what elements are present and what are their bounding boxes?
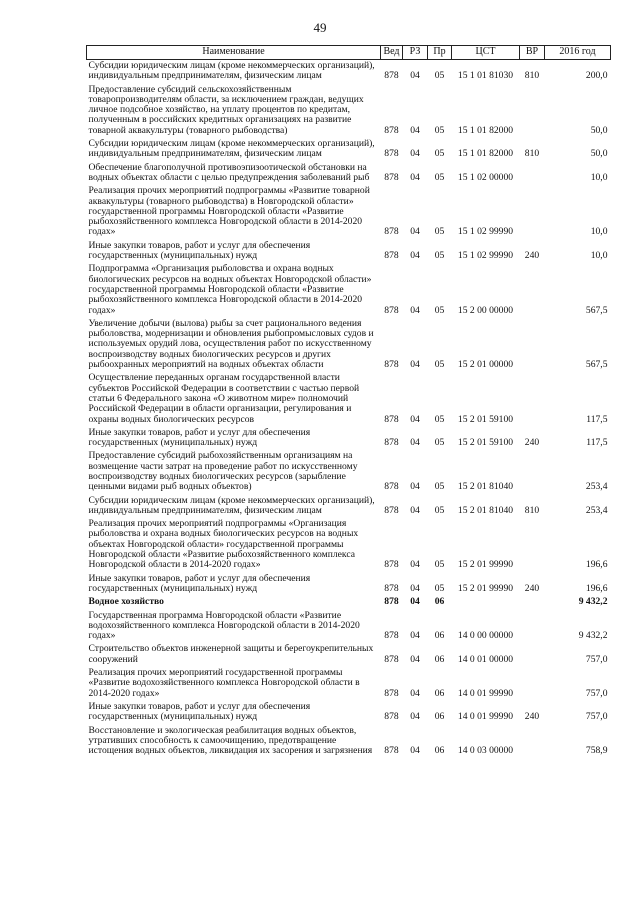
cell-pr: 06 [434,653,445,665]
cell-sum: 567,5 [585,359,608,371]
cell-pr: 05 [434,124,445,136]
table-row [87,596,611,609]
cell-vr [520,185,545,239]
cell-sum: 757,0 [585,653,608,665]
cell-rz: 04 [410,413,420,425]
table-row [87,610,611,644]
header-vr: ВР [520,46,545,60]
table-body [87,60,611,759]
cell-pr: 06 [434,745,445,757]
cell-sum: 9 432,2 [578,630,608,642]
table-row [87,185,611,239]
cell-rz: 04 [410,171,420,183]
cell-cst: 15 2 01 59100 [457,413,514,425]
cell-vr: 810 [524,504,540,516]
cell-name: Реализация прочих мероприятий государственной программы «Развитие водохозяйственного комплекса Новгородской области в 2014-2020 годах» [88,667,360,699]
cell-cst: 14 0 01 00000 [457,653,514,665]
cell-sum: 253,4 [585,481,608,493]
cell-rz: 04 [410,70,420,82]
cell-rz: 04 [410,226,420,238]
cell-ved: 878 [384,413,399,425]
cell-vr [520,610,545,644]
cell-rz: 04 [410,504,420,516]
cell-pr: 05 [434,559,445,571]
cell-cst: 15 2 01 99990 [457,559,514,571]
cell-name: Водное хозяйство [88,596,164,608]
cell-rz: 04 [410,124,420,136]
cell-pr: 05 [434,413,445,425]
cell-cst: 15 1 02 00000 [457,171,514,183]
cell-ved: 878 [384,171,399,183]
cell-ved: 878 [384,711,399,723]
cell-cst: 15 1 01 81030 [457,70,514,82]
cell-sum: 117,5 [586,437,608,449]
cell-rz: 04 [410,745,420,757]
cell-rz: 04 [410,711,420,723]
cell-sum: 117,5 [586,413,608,425]
cell-cst: 15 2 01 81040 [457,481,514,493]
cell-pr: 05 [434,582,445,594]
cell-ved: 878 [384,304,399,316]
table-row [87,518,611,572]
cell-pr: 05 [434,171,445,183]
cell-vr: 810 [524,148,540,160]
cell-sum: 757,0 [585,687,608,699]
cell-ved: 878 [384,124,399,136]
cell-vr [520,84,545,138]
cell-vr [520,263,545,317]
cell-ved: 878 [384,630,399,642]
cell-ved: 878 [384,559,399,571]
table-row [87,450,611,494]
cell-cst: 14 0 01 99990 [457,687,514,699]
cell-rz: 04 [410,596,420,608]
cell-sum: 757,0 [585,711,608,723]
header-cst: ЦСТ [452,46,520,60]
cell-pr: 05 [434,148,445,160]
cell-pr: 05 [434,481,445,493]
table-row [87,701,611,725]
cell-name: Государственная программа Новгородской области «Развитие водохозяйственного комплекса Новгородской области в 2014-2020 годах» [88,609,360,642]
table-row [87,495,611,519]
cell-pr: 05 [434,304,445,316]
cell-sum: 253,4 [585,504,608,516]
cell-cst: 15 2 01 59100 [457,437,514,449]
cell-pr: 06 [434,687,445,699]
budget-table [86,45,611,758]
cell-vr: 810 [524,70,540,82]
table-row [87,643,611,667]
cell-cst: 14 0 00 00000 [457,630,514,642]
cell-vr [520,596,545,609]
table-row [87,84,611,138]
cell-sum: 10,0 [590,171,608,183]
cell-pr: 05 [434,226,445,238]
cell-rz: 04 [410,148,420,160]
table-row [87,573,611,597]
cell-cst: 15 1 02 99990 [457,226,514,238]
cell-vr: 240 [524,250,540,262]
cell-ved: 878 [384,687,399,699]
cell-ved: 878 [384,481,399,493]
cell-ved: 878 [384,437,399,449]
cell-cst: 14 0 03 00000 [457,745,514,757]
cell-vr: 240 [524,711,540,723]
table-row [87,725,611,759]
cell-ved: 878 [384,596,399,608]
cell-name: Увеличение добычи (вылова) рыбы за счет рационального ведения рыболовства, модернизации и обновления рыбопромысловых судов и используемых орудий лова, осуществления работ по искусственному воспроизводству водных биологических ресурсов и других рыбоохранных мероприятий на водных объектах области [88,317,374,371]
cell-cst: 15 2 01 99990 [457,582,514,594]
table-row [87,372,611,426]
cell-sum: 567,5 [585,304,608,316]
table-row [87,138,611,162]
cell-vr [520,162,545,186]
header-rz: РЗ [403,46,428,60]
cell-vr [520,450,545,494]
cell-cst: 15 1 01 82000 [457,124,514,136]
cell-vr [520,725,545,759]
cell-ved: 878 [384,70,399,82]
cell-vr [520,318,545,372]
cell-rz: 04 [410,437,420,449]
cell-ved: 878 [384,226,399,238]
cell-name: Предоставление субсидий рыбохозяйственным организациям на возмещение части затрат на проведение работ по искусственному воспроизводству водных биологических ресурсов (зарыбление ценными видами рыб водных объектов) [88,450,358,493]
cell-vr [520,372,545,426]
cell-name: Предоставление субсидий сельскохозяйственным товаропроизводителям области, за исключением граждан, ведущих личное подсобное хозяйство, на уплату процентов по кредитам, полученным в российских кредитных организациях на развитие товарной аквакультуры (товарного рыбоводства) [88,83,364,136]
cell-name: Иные закупки товаров, работ и услуг для обеспечения государственных (муниципальных) нужд [88,426,311,449]
header-ved: Вед [381,46,403,60]
cell-sum: 196,6 [585,582,608,594]
cell-rz: 04 [410,582,420,594]
cell-pr: 06 [434,630,445,642]
cell-rz: 04 [410,481,420,493]
cell-name: Осуществление переданных органам государственной власти субъектов Российской Федерации в соответствии с частью первой статьи 6 Федерального закона «О животном мире» полномочий Российской Федерации в области организации, регулирования и охраны водных биологических ресурсов [88,372,360,425]
cell-rz: 04 [410,653,420,665]
cell-sum: 10,0 [590,226,608,238]
cell-name: Обеспечение благополучной противоэпизоотической обстановки на водных объектах области с целью предупреждения заболеваний рыб [88,161,370,183]
cell-cst: 15 2 00 00000 [457,304,514,316]
cell-ved: 878 [384,504,399,516]
cell-pr: 06 [434,596,445,608]
cell-ved: 878 [384,653,399,665]
cell-name: Иные закупки товаров, работ и услуг для обеспечения государственных (муниципальных) нужд [88,572,311,594]
page-number: 49 [313,20,327,35]
table-row [87,60,611,84]
cell-sum: 10,0 [590,250,608,262]
cell-name: Субсидии юридическим лицам (кроме некоммерческих организаций), индивидуальным предпринимателям, физическим лицам [88,138,375,160]
cell-name: Субсидии юридическим лицам (кроме некоммерческих организаций), индивидуальным предпринимателям, физическим лицам [88,60,375,82]
cell-rz: 04 [410,559,420,571]
cell-cst [452,596,520,609]
cell-name: Реализация прочих мероприятий подпрограммы «Организация рыболовства и охрана водных биологических ресурсов на водных объектах Новгородской области» государственной программы Новгородской области «Развитие рыбохозяйственного комплекса Новгородской области в 2014-2020 годах» [88,518,359,571]
table-row [87,427,611,451]
cell-pr: 05 [434,70,445,82]
cell-cst: 14 0 01 99990 [457,711,514,723]
cell-ved: 878 [384,148,399,160]
cell-name: Строительство объектов инженерной защиты и берегоукрепительных сооружений [88,643,374,665]
cell-pr: 06 [434,711,445,723]
cell-cst: 15 2 01 00000 [457,359,514,371]
header-sum: 2016 год [545,46,611,60]
cell-cst: 15 1 02 99990 [457,250,514,262]
cell-rz: 04 [410,687,420,699]
table-row [87,162,611,186]
cell-rz: 04 [410,250,420,262]
table-row [87,240,611,264]
cell-name: Иные закупки товаров, работ и услуг для обеспечения государственных (муниципальных) нужд [88,700,311,723]
header-pr: Пр [428,46,452,60]
cell-rz: 04 [410,359,420,371]
cell-ved: 878 [384,250,399,262]
cell-rz: 04 [410,630,420,642]
cell-sum: 9 432,2 [578,596,608,608]
cell-cst: 15 2 01 81040 [457,504,514,516]
cell-vr [520,667,545,701]
cell-sum: 50,0 [590,148,608,160]
cell-vr: 240 [524,437,540,449]
cell-name: Подпрограмма «Организация рыболовства и охрана водных биологических ресурсов на водных объектах Новгородской области» государственной программы Новгородской области «Развитие рыбохозяйственного комплекса Новгородской области в 2014-2020 годах» [88,263,372,316]
cell-ved: 878 [384,745,399,757]
cell-pr: 05 [434,250,445,262]
cell-name: Иные закупки товаров, работ и услуг для обеспечения государственных (муниципальных) нужд [88,239,311,262]
cell-sum: 758,9 [585,745,608,757]
cell-vr [520,518,545,572]
cell-name: Субсидии юридическим лицам (кроме некоммерческих организаций), индивидуальным предпринимателям, физическим лицам [88,494,375,516]
cell-ved: 878 [384,582,399,594]
table-row [87,263,611,317]
cell-sum: 196,6 [585,559,608,571]
table-row [87,667,611,701]
cell-vr [520,643,545,667]
cell-vr: 240 [524,582,540,594]
cell-rz: 04 [410,304,420,316]
cell-ved: 878 [384,359,399,371]
table-header-row [87,46,611,60]
cell-cst: 15 1 01 82000 [457,148,514,160]
cell-pr: 05 [434,359,445,371]
cell-sum: 50,0 [590,124,608,136]
cell-name: Реализация прочих мероприятий подпрограммы «Развитие товарной аквакультуры (товарного рыбоводства) в Новгородской области» государственной программы Новгородской области «Развитие рыбохозяйственного комплекса Новгородской области в 2014-2020 годах» [88,185,370,238]
cell-name: Восстановление и экологическая реабилитация водных объектов, утративших способность к самоочищению, предотвращение истощения водных объектов, ликвидация их засорения и загрязнения [88,724,373,757]
cell-sum: 200,0 [585,70,608,82]
header-name: Наименование [87,46,381,60]
cell-pr: 05 [434,504,445,516]
table-row [87,318,611,372]
cell-pr: 05 [434,437,445,449]
